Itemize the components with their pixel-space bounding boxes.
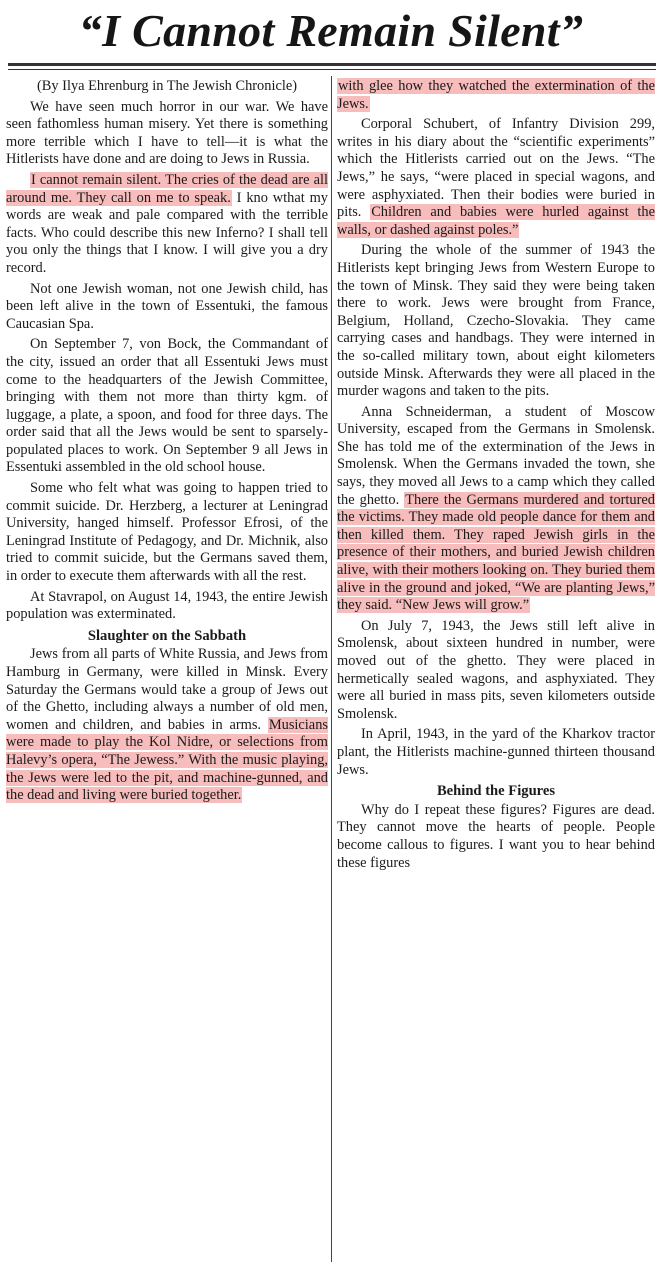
headline-rule-thick: [8, 63, 656, 66]
paragraph-text: Jews from all parts of White Russia, and Jews from Hamburg in Germany, were killed in Minsk. Every Saturday the Germans would take a group of Jews out of the Ghetto, including always a number of old men, women and children, and babies in arms.: [6, 646, 328, 733]
paragraph-text: Anna Schneiderman, a student of Moscow University, escaped from the Germans in Smolensk. She has told me of the extermination of the Jews in Smolensk. When the Germans invaded the town, she says, they moved all Jews to a camp which they called the ghetto.: [337, 403, 655, 508]
headline-rule-thin: [8, 69, 656, 70]
paragraph: [337, 78, 655, 113]
paragraph: During the whole of the summer of 1943 the Hitlerists kept bringing Jews from Western Europe to the town of Minsk. They said they were being taken there to work. Jews were brought from France, Belgium, Holland, Czecho-Slovakia. They came carrying cases and handbags. They were interned in the so-called military town, about eight kilometers outside Minsk. Afterwards they were all placed in the murder wagons and taken to the pits.: [337, 242, 655, 400]
highlighted-text: Children and babies were hurled against the walls, or dashed against poles.”: [337, 204, 655, 238]
highlighted-text: I cannot remain silent. The cries of the dead are all around me. They call on me to speak.: [6, 171, 328, 206]
paragraph: Some who felt what was going to happen tried to commit suicide. Dr. Herzberg, a lecturer at Leningrad University, hanged himself. Professor Efrosi, of the Leningrad Institute of Pedagogy, and Dr. Michnik, also tried to commit suicide, but the Germans saved them, in order to execute them afterwards with all the rest.: [6, 480, 328, 585]
column-divider: [331, 76, 332, 1262]
subheading: Behind the Figures: [436, 783, 556, 800]
headline: “I Cannot Remain Silent”: [78, 5, 584, 56]
paragraph: Not one Jewish woman, not one Jewish child, has been left alive in the town of Essentuki, the famous Caucasian Spa.: [6, 280, 328, 332]
paragraph: [337, 116, 655, 239]
paragraph: In April, 1943, in the yard of the Kharkov tractor plant, the Hitlerists machine-gunned thirteen thousand Jews.: [337, 726, 655, 778]
byline: (By Ilya Ehrenburg in The Jewish Chronicle): [36, 78, 298, 94]
highlighted-text: with glee how they watched the extermination of the Jews.: [337, 78, 655, 112]
paragraph: [337, 404, 655, 615]
paragraph: Why do I repeat these figures? Figures are dead. They cannot move the hearts of people. People become callous to figures. I want you to hear behind these figures: [337, 801, 655, 871]
highlighted-text: Musicians were made to play the Kol Nidre, or selections from Halevy’s opera, “The Jewess.” With the music playing, the Jews were led to the pit, and machine-gunned, and the dead and living were buried together.: [6, 716, 328, 804]
subheading: Slaughter on the Sabbath: [87, 627, 247, 644]
paragraph-text: Corporal Schubert, of Infantry Division 299, writes in his diary about the “scientific experiments” which the Hitlerists carried out on the Jews. “The Jews,” he says, “were placed in special wagons, and were asphyxiated. Then their bodies were buried in pits.: [337, 116, 655, 221]
paragraph: We have seen much horror in our war. We have seen fathomless human misery. Yet there is something more terrible which I have to tell—it is what the Hitlerists have done and are doing to Jews in Russia.: [6, 98, 328, 168]
left-column: [6, 78, 328, 808]
right-column: [337, 78, 655, 875]
paragraph-text: I kno wthat my words are weak and pale compared with the terrible facts. Who could describe this new Inferno? I shall tell you only the things that I know. I will give you a dry record.: [6, 189, 328, 276]
paragraph: At Stavrapol, on August 14, 1943, the entire Jewish population was exterminated.: [6, 588, 328, 623]
paragraph: [6, 172, 328, 278]
paragraph: [6, 646, 328, 804]
paragraph: On September 7, von Bock, the Commandant of the city, issued an order that all Essentuki Jews must come to the headquarters of the Jewish Committee, bringing with them not more than thirty kgm. of luggage, a plate, a spoon, and food for three days. The order said that all the Jews would be sent to sparsely-populated places to work. On September 9 all Jews in Essentuki assembled in the old school house.: [6, 336, 328, 476]
paragraph: On July 7, 1943, the Jews still left alive in Smolensk, about sixteen hundred in number, were moved out of the ghetto. They were placed in hermetically sealed wagons, and asphyxiated. They were all buried in mass pits, seven kilometers outside Smolensk.: [337, 617, 655, 722]
highlighted-text: There the Germans murdered and tortured the victims. They made old people dance for them and then killed them. They raped Jewish girls in the presence of their mothers, and buried Jewish children alive, with their mothers looking on. They buried them alive in the ground and joked, “We are planting Jews,” they said. “New Jews will grow.”: [337, 491, 655, 614]
